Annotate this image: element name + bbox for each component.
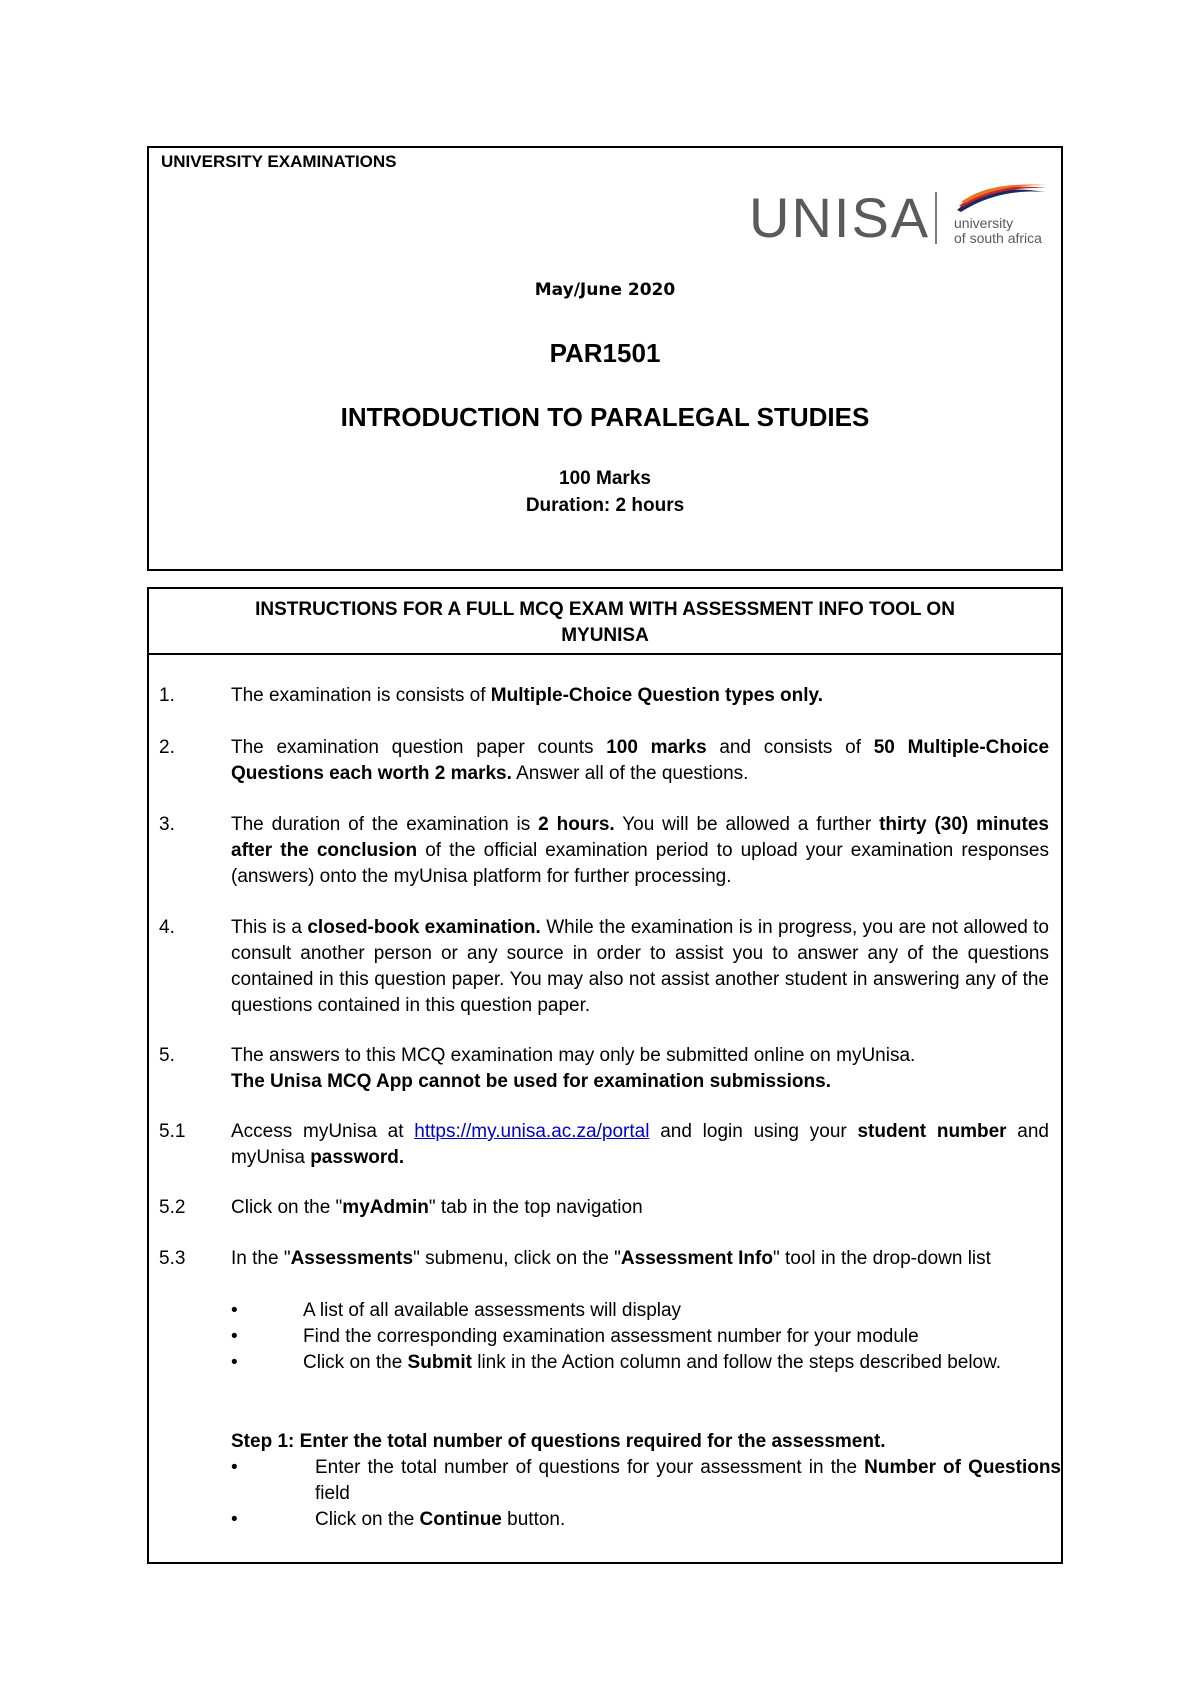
portal-link[interactable]: https://my.unisa.ac.za/portal (414, 1121, 650, 1142)
item-number: 5. (159, 1045, 175, 1066)
exam-cover-box (147, 146, 1063, 571)
logo-subtitle (954, 216, 1042, 246)
item-text: The examination is consists of Multiple-Choice Question types only. (231, 685, 823, 706)
bullet-text: A list of all available assessments will display (303, 1300, 682, 1321)
item-number: 1. (159, 685, 175, 706)
instructions-heading-line-2: MYUNISA (561, 625, 649, 646)
item-text: The duration of the examination is 2 hours. You will be allowed a further thirty (30) minutes after the conclusion of the official examination period to upload your examination responses (answers) onto the myUnisa platform for further processing. (231, 814, 1049, 887)
bullet-icon: • (231, 1509, 238, 1530)
bullet-text: Click on the Submit link in the Action column and follow the steps described below. (303, 1352, 1002, 1373)
bullet-icon: • (231, 1300, 238, 1321)
bullet-icon: • (231, 1352, 238, 1373)
bullet-text: Enter the total number of questions for your assessment in the Number of Questions field (315, 1457, 1061, 1504)
exam-date: May/June 2020 (534, 280, 676, 300)
item-text: In the "Assessments" submenu, click on the "Assessment Info" tool in the drop-down list (231, 1248, 991, 1269)
logo-divider (935, 192, 937, 244)
item-text: The examination question paper counts 100 marks and consists of 50 Multiple-Choice Questions each worth 2 marks. Answer all of the questions. (231, 737, 1050, 784)
item-number: 3. (159, 814, 175, 835)
module-code: PAR1501 (549, 338, 661, 368)
logo-swoosh-icon (949, 184, 1049, 214)
logo-sub-line-1: university (954, 215, 1014, 231)
unisa-logo (749, 184, 1049, 254)
item-number: 4. (159, 917, 175, 938)
logo-sub-line-2: of south africa (954, 230, 1042, 246)
module-title: INTRODUCTION TO PARALEGAL STUDIES (340, 402, 870, 432)
total-marks: 100 Marks (559, 468, 651, 489)
item-number: 5.2 (159, 1197, 186, 1218)
instructions-heading (147, 587, 1063, 653)
item-text: This is a closed-book examination. While the examination is in progress, you are not allowed to consult another person or any source in order to assist you to answer any of the questions contained in this question paper. You may also not assist another student in answering any of the questions contained in this question paper. (231, 917, 1049, 1016)
bullet-text: Click on the Continue button. (315, 1509, 566, 1530)
university-examinations-label: UNIVERSITY EXAMINATIONS (161, 152, 397, 171)
exam-duration: Duration: 2 hours (525, 495, 685, 516)
item-text: The answers to this MCQ examination may only be submitted online on myUnisa. The Unisa MCQ App cannot be used for examination submissions. (231, 1045, 916, 1092)
instructions-body: 1. The examination is consists of Multiple-Choice Question types only. 2. The examination question paper counts 100 marks and consists of 50 Multiple-Choice Questions each worth 2 marks. Answer all of the questions. 3. The duration of the examination is 2 hours. You will be allowed a further thirty (30) minutes after the conclusion of the official examination period to upload your examination responses (answers) onto the myUnisa platform for further processing. 4. This is a closed-book examination. While the examination is in progress, you are not allowed to consult another person or any source in order to assist you to answer any of the questions contained in this question paper. You may also not assist another student in answering any of the questions contained in this question paper. 5. The answers to this MCQ examination may only be submitted online on myUnisa. The Unisa MCQ App cannot be used for examination submissions. 5.1 Access myUnisa at https://my.unisa.ac.za/portal and login using your student number and myUnisa password. 5.2 Click on the "myAdmin" tab in the top navigation 5.3 In the "Assessments" submenu, click on the "Assessment Info" tool in the drop-down list • A list of all available assessments will display • Find the corresponding examination assessment number for your module • Click on the Submit link in the Action column and follow the steps described below. Step 1: Enter the total number of questions required for the assessment. • Enter the total number of questions for your assessment in the Number of Questions field • Click on the Continue button. (147, 653, 1063, 1564)
item-text: Click on the "myAdmin" tab in the top navigation (231, 1197, 643, 1218)
item-number: 2. (159, 737, 175, 758)
bullet-text: Find the corresponding examination assessment number for your module (303, 1326, 919, 1347)
logo-wordmark: UNISA (749, 186, 931, 249)
instructions-heading-line-1: INSTRUCTIONS FOR A FULL MCQ EXAM WITH ASSESSMENT INFO TOOL ON (255, 599, 955, 620)
bullet-icon: • (231, 1457, 238, 1478)
item-text: Access myUnisa at https://my.unisa.ac.za/portal and login using your student number and myUnisa password. (231, 1121, 1049, 1168)
item-number: 5.1 (159, 1121, 186, 1142)
bullet-icon: • (231, 1326, 238, 1347)
item-number: 5.3 (159, 1248, 186, 1269)
